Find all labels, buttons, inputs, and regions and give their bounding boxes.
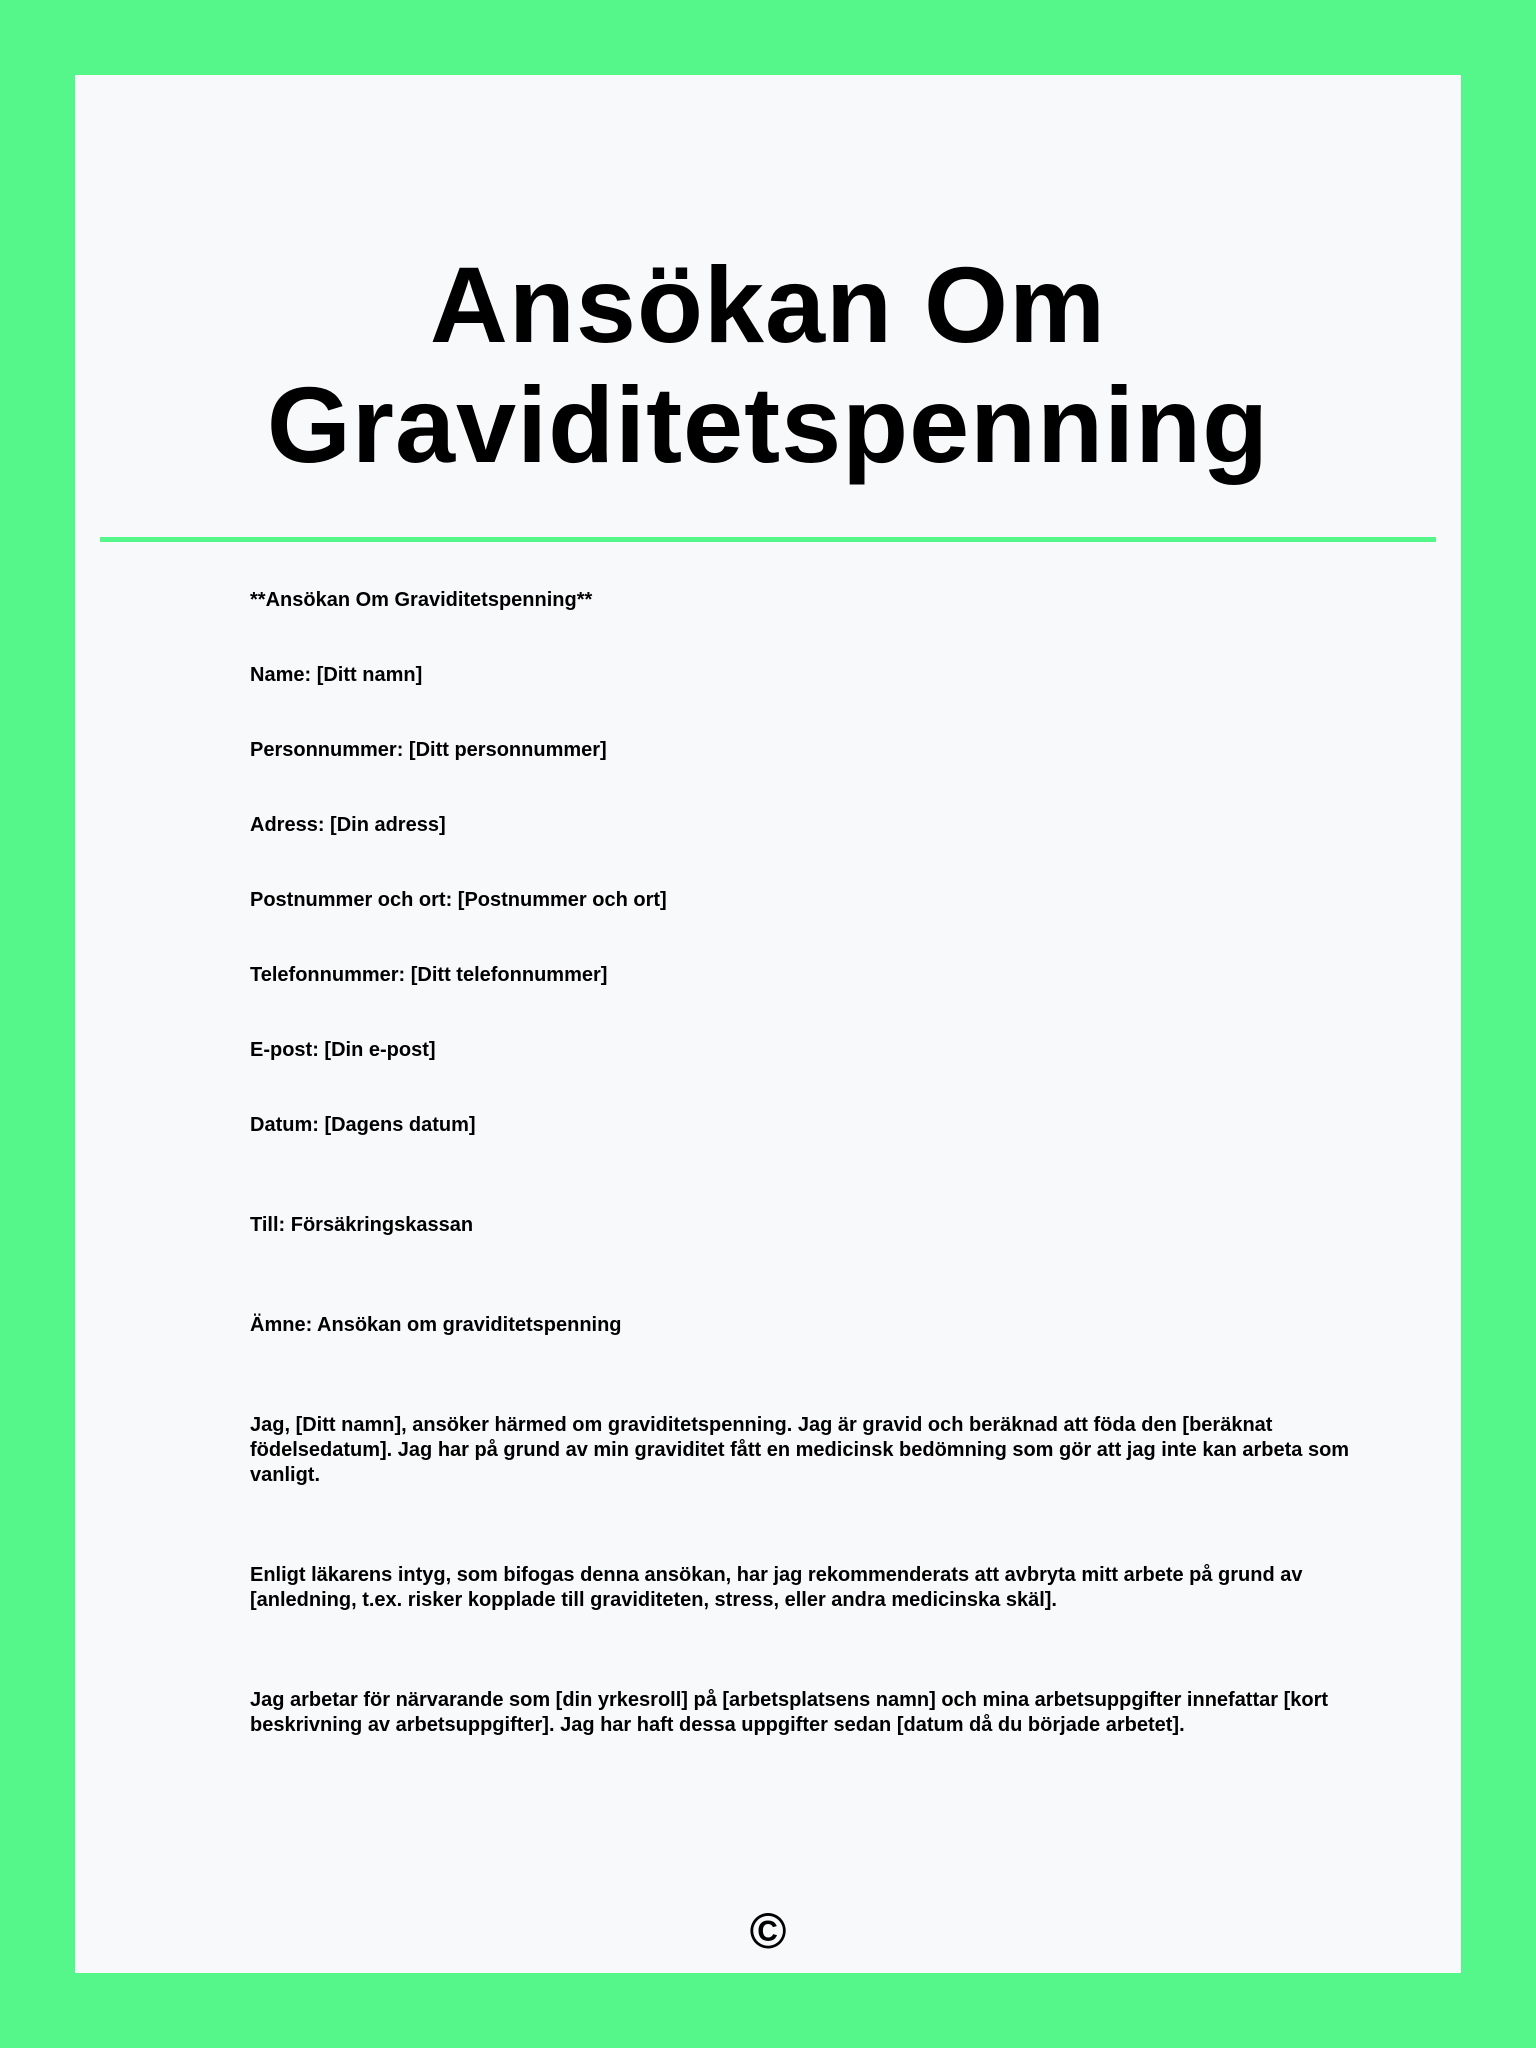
subject-line: Ämne: Ansökan om graviditetspenning xyxy=(250,1314,622,1336)
postnummer-field: Postnummer och ort: [Postnummer och ort] xyxy=(250,889,667,911)
adress-field: Adress: [Din adress] xyxy=(250,814,446,836)
body-paragraph-2: Enligt läkarens intyg, som bifogas denna ansökan, har jag rekommenderats att avbryta mitt arbete på grund av [anledning, t.ex. risker kopplade till graviditeten, stress, eller andra medicinska skäl]. xyxy=(250,1564,1303,1611)
personnummer-field: Personnummer: [Ditt personnummer] xyxy=(250,739,607,761)
copyright-icon: © xyxy=(749,1903,787,1959)
body-paragraph-1: Jag, [Ditt namn], ansöker härmed om graviditetspenning. Jag är gravid och beräknad att föda den [beräknat födelsedatum]. Jag har på grund av min graviditet fått en medicinsk bedömning som gör att jag inte kan arbeta som vanligt. xyxy=(250,1414,1350,1486)
name-field: Name: [Ditt namn] xyxy=(250,664,423,686)
document-heading: **Ansökan Om Graviditetspenning** xyxy=(250,589,593,611)
epost-field: E-post: [Din e-post] xyxy=(250,1039,436,1061)
datum-field: Datum: [Dagens datum] xyxy=(250,1114,476,1136)
document-page xyxy=(75,75,1461,1973)
title-divider xyxy=(100,537,1436,542)
telefon-field: Telefonnummer: [Ditt telefonnummer] xyxy=(250,964,608,986)
body-paragraph-3: Jag arbetar för närvarande som [din yrkesroll] på [arbetsplatsens namn] och mina arbetsuppgifter innefattar [kort beskrivning av arbetsuppgifter]. Jag har haft dessa uppgifter sedan [datum då du började arbetet]. xyxy=(250,1689,1329,1736)
recipient-line: Till: Försäkringskassan xyxy=(250,1214,474,1236)
document-title xyxy=(75,245,1461,485)
title-line-2: Graviditetspenning xyxy=(266,364,1270,485)
title-line-1: Ansökan Om xyxy=(429,244,1107,365)
